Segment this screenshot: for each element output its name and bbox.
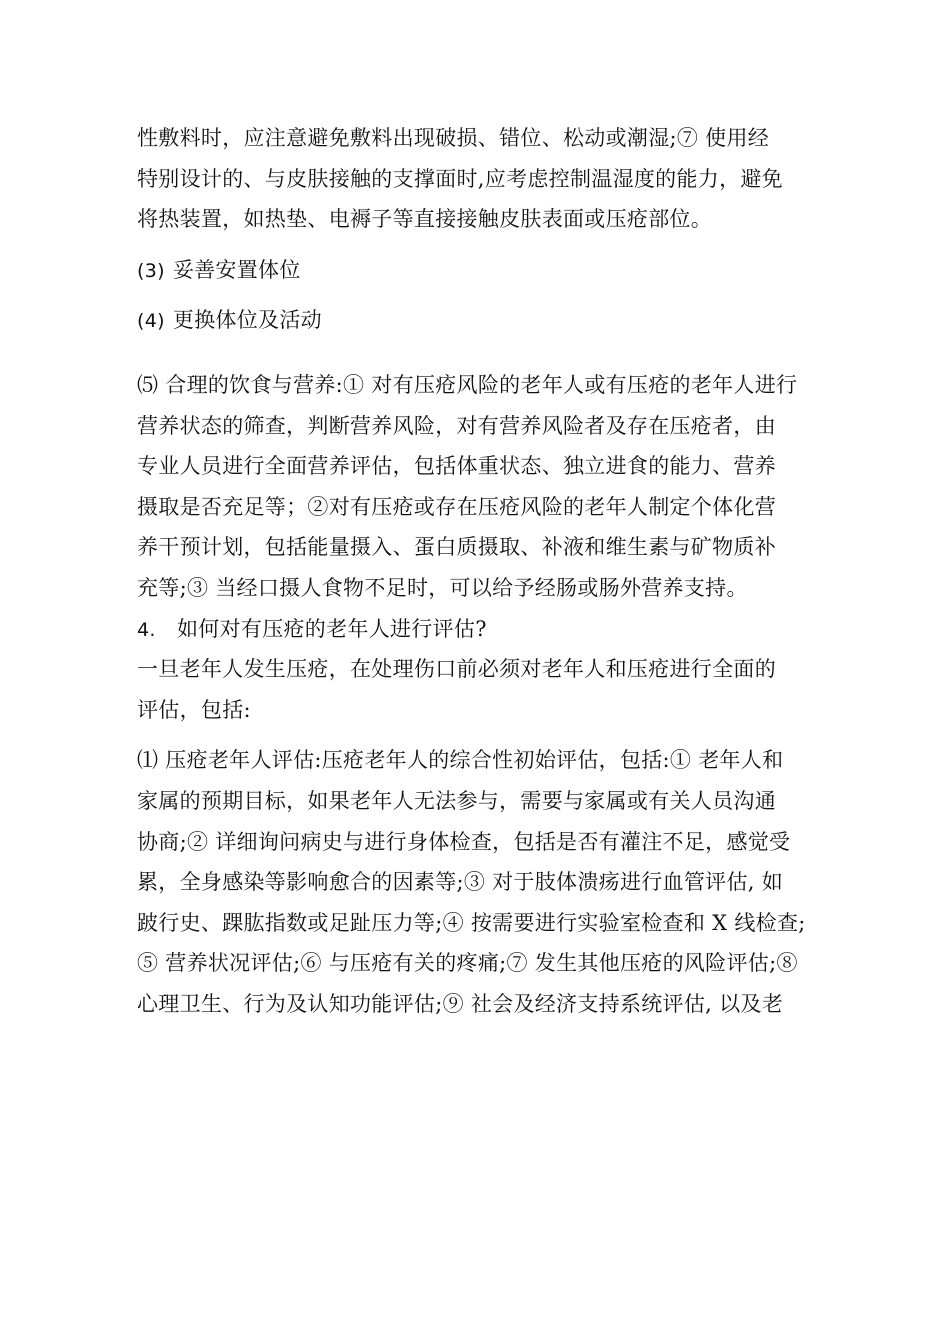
text-line: 一旦老年人发生压疮，在处理伤口前必须对老年人和压疮进行全面的 (137, 657, 776, 682)
text-line: 协商;② 详细询问病史与进行身体检查，包括是否有灌注不足，感觉受 (137, 829, 791, 854)
text-line: 家属的预期目标，如果老年人无法参与，需要与家属或有关人员沟通 (137, 788, 776, 813)
text-line: 营养状态的筛查，判断营养风险，对有营养风险者及存在压疮者，由 (137, 413, 776, 438)
list-item-3 (137, 250, 823, 291)
item-number: (3) (137, 259, 165, 282)
text-line: 特别设计的、与皮肤接触的支撑面时,应考虑控制温湿度的能力，避免 (137, 166, 783, 191)
question-heading (137, 609, 823, 650)
question-text: 如何对有压疮的老年人进行评估? (177, 616, 487, 641)
text-line: 心理卫生、行为及认知功能评估;⑨ 社会及经济支持系统评估, 以及老 (137, 991, 783, 1016)
text-line: 累，全身感染等影响愈合的因素等;③ 对于肢体溃疡进行血管评估, 如 (137, 870, 783, 895)
nutrition-paragraph (137, 365, 823, 609)
text-line: 跛行史、踝肱指数或足趾压力等;④ 按需要进行实验室检查和 X 线检查; (137, 910, 806, 935)
question-number: 4. (137, 618, 156, 641)
item-text: 更换体位及活动 (172, 308, 322, 333)
assessment-paragraph (137, 740, 823, 1024)
text-line: 摄取是否充足等；②对有压疮或存在压疮风险的老年人制定个体化营 (137, 494, 776, 519)
text-line: ⑴ 压疮老年人评估:压疮老年人的综合性初始评估，包括:① 老年人和 (137, 748, 784, 773)
text-line: 充等;③ 当经口摄人食物不足时，可以给予经肠或肠外营养支持。 (137, 575, 748, 600)
item-text: 妥善安置体位 (172, 257, 301, 282)
text-line: 养干预计划，包括能量摄入、蛋白质摄取、补液和维生素与矿物质补 (137, 535, 776, 560)
text-line: 将热装置，如热垫、电褥子等直接接触皮肤表面或压疮部位。 (137, 207, 713, 232)
text-line: 性敷料时，应注意避免敷料出现破损、错位、松动或潮湿;⑦ 使用经 (137, 126, 770, 150)
intro-paragraph (137, 649, 823, 730)
list-item-4 (137, 300, 823, 341)
text-line: 专业人员进行全面营养评估，包括体重状态、独立进食的能力、营养 (137, 454, 776, 479)
text-line: 评估，包括: (137, 697, 251, 722)
text-line: ⑸ 合理的饮食与营养:① 对有压疮风险的老年人或有压疮的老年人进行 (137, 372, 798, 397)
item-number: (4) (137, 310, 165, 333)
text-line: ⑤ 营养状况评估;⑥ 与压疮有关的疼痛;⑦ 发生其他压疮的风险评估;⑧ (137, 951, 798, 976)
document-page (137, 118, 823, 1024)
continuation-paragraph (137, 118, 823, 240)
